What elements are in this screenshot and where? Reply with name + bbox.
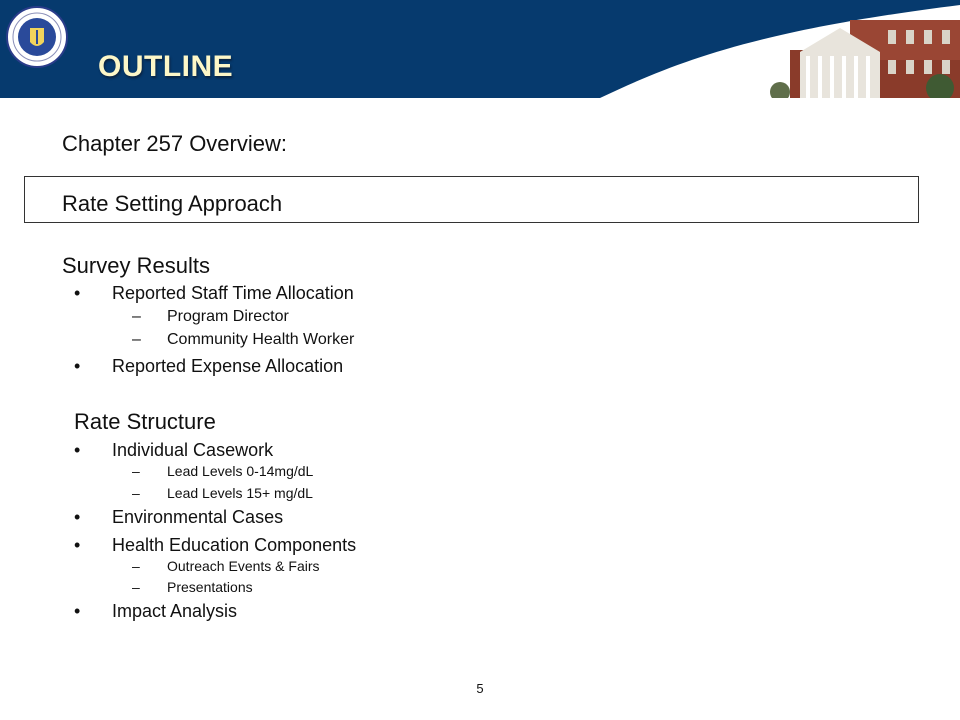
dash-icon: – bbox=[132, 485, 140, 501]
page-number: 5 bbox=[476, 681, 484, 696]
dash-icon: – bbox=[132, 308, 141, 325]
bullet-icon: • bbox=[74, 283, 81, 303]
sub-list-item-label: Outreach Events & Fairs bbox=[167, 558, 320, 574]
sub-list-item-label: Community Health Worker bbox=[167, 331, 355, 348]
sub-list-item bbox=[132, 463, 314, 479]
sub-list-item bbox=[132, 579, 253, 595]
massachusetts-seal-logo bbox=[6, 6, 68, 68]
header-banner bbox=[0, 0, 960, 98]
list-item-label: Impact Analysis bbox=[112, 601, 238, 621]
section-chapter-overview: Chapter 257 Overview: bbox=[62, 131, 287, 156]
sub-list-item bbox=[132, 485, 313, 501]
section-rate-structure: Rate Structure bbox=[74, 409, 216, 434]
dash-icon: – bbox=[132, 558, 140, 574]
slide-title: OUTLINE bbox=[98, 50, 234, 83]
sub-list-item-label: Program Director bbox=[167, 308, 289, 325]
bullet-icon: • bbox=[74, 507, 81, 527]
bullet-icon: • bbox=[74, 356, 81, 376]
bullet-icon: • bbox=[74, 440, 81, 460]
sub-list-item bbox=[132, 558, 320, 574]
list-item-label: Reported Staff Time Allocation bbox=[112, 283, 354, 303]
dash-icon: – bbox=[132, 463, 140, 479]
dash-icon: – bbox=[132, 331, 141, 348]
dash-icon: – bbox=[132, 579, 140, 595]
bullet-icon: • bbox=[74, 535, 81, 555]
sub-list-item-label: Presentations bbox=[167, 579, 253, 595]
sub-list-item-label: Lead Levels 15+ mg/dL bbox=[167, 485, 313, 501]
list-item-label: Individual Casework bbox=[112, 440, 274, 460]
list-item-label: Health Education Components bbox=[112, 535, 357, 555]
section-survey-results: Survey Results bbox=[62, 253, 210, 278]
bullet-icon: • bbox=[74, 601, 81, 621]
sub-list-item bbox=[132, 331, 355, 349]
sub-list-item-label: Lead Levels 0-14mg/dL bbox=[167, 463, 314, 479]
list-item-label: Reported Expense Allocation bbox=[112, 356, 344, 376]
sub-list-item bbox=[132, 308, 289, 326]
list-item-label: Environmental Cases bbox=[112, 507, 284, 527]
section-rate-setting-approach: Rate Setting Approach bbox=[62, 191, 283, 216]
